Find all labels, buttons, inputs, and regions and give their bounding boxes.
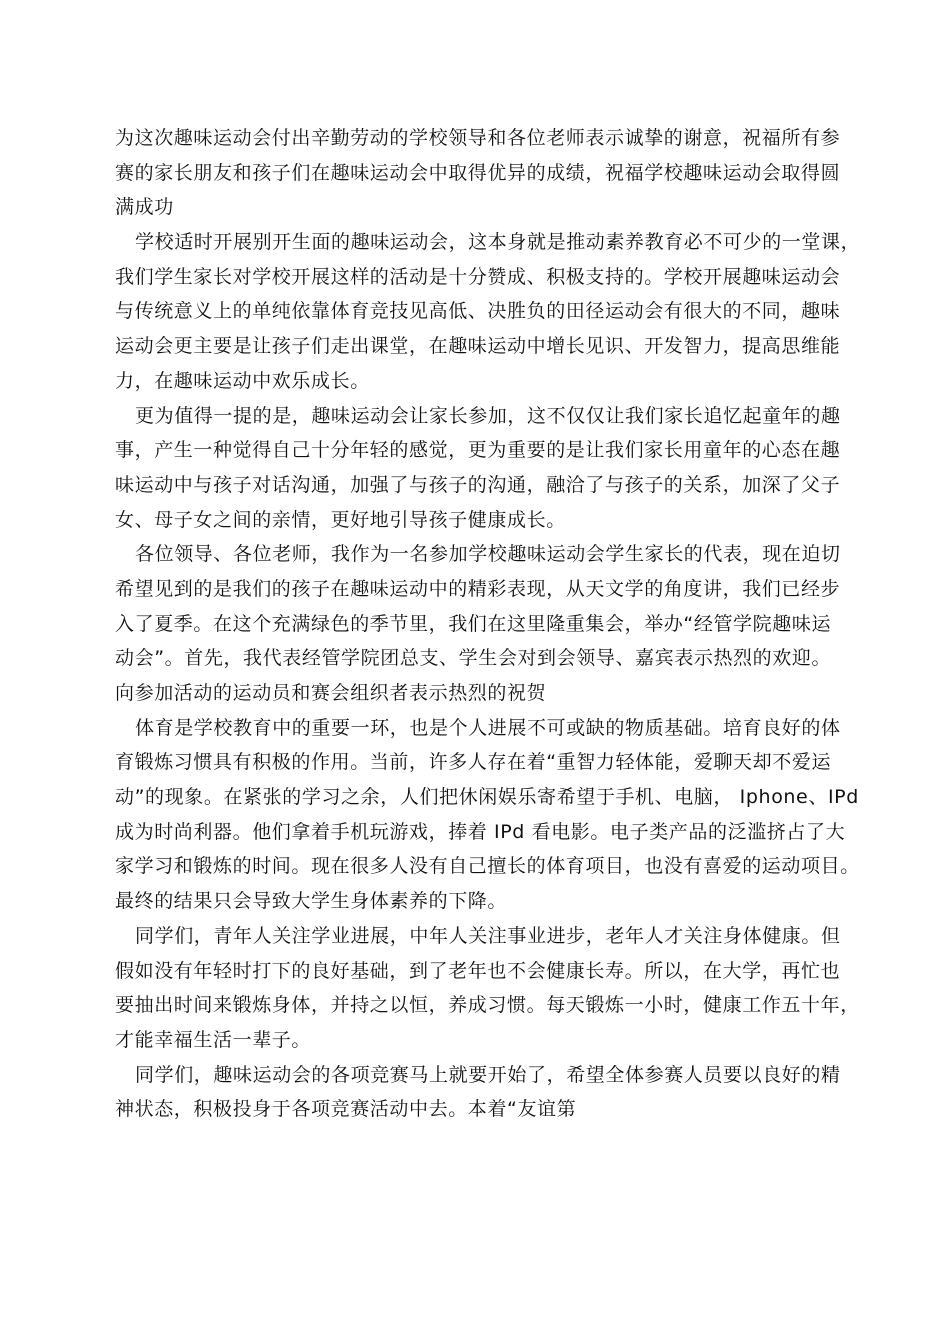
text-line: 与传统意义上的单纯依靠体育竞技见高低、决胜负的田径运动会有很大的不同，趣味 [115, 300, 841, 323]
text-line: 味运动中与孩子对话沟通，加强了与孩子的沟通，融洽了与孩子的关系，加深了父子 [115, 473, 841, 496]
text-line: 女、母子女之间的亲情，更好地引导孩子健康成长。 [115, 508, 566, 531]
text-line: 体育是学校教育中的重要一环，也是个人进展不可或缺的物质基础。培育良好的体 [135, 716, 841, 739]
text-line: 学校适时开展别开生面的趣味运动会，这本身就是推动素养教育必不可少的一堂课， [135, 231, 861, 254]
text-line: 希望见到的是我们的孩子在趣味运动中的精彩表现，从天文学的角度讲，我们已经步 [115, 577, 841, 600]
text-line: 同学们，青年人关注学业进展，中年人关注事业进步，老年人才关注身体健康。但 [135, 924, 841, 947]
text-line: 最终的结果只会导致大学生身体素养的下降。 [115, 890, 508, 913]
text-line: 才能幸福生活一辈子。 [115, 1028, 312, 1051]
text-line: 成为时尚利器。他们拿着手机玩游戏，捧着 IPd 看电影。电子类产品的泛滥挤占了大 [115, 820, 846, 843]
text-line: 家学习和锻炼的时间。现在很多人没有自己擅长的体育项目，也没有喜爱的运动项目。 [115, 855, 860, 878]
text-line: 力，在趣味运动中欢乐成长。 [115, 369, 370, 392]
text-line: 育锻炼习惯具有积极的作用。当前，许多人存在着“重智力轻体能，爱聊天却不爱运 [115, 751, 832, 774]
text-line: 向参加活动的运动员和赛会组织者表示热烈的祝贺 [115, 682, 547, 704]
text-line: 事，产生一种觉得自己十分年轻的感觉，更为重要的是让我们家长用童年的心态在趣 [115, 439, 841, 462]
text-line: 运动会更主要是让孩子们走出课堂，在趣味运动中增长见识、开发智力，提高思维能 [115, 335, 841, 358]
text-line: 我们学生家长对学校开展这样的活动是十分赞成、积极支持的。学校开展趣味运动会 [115, 265, 841, 288]
text-line: 各位领导、各位老师，我作为一名参加学校趣味运动会学生家长的代表，现在迫切 [135, 543, 841, 566]
text-line: 动”的现象。在紧张的学习之余，人们把休闲娱乐寄希望于手机、电脑， Iphone、IPd [115, 786, 859, 809]
text-line: 假如没有年轻时打下的良好基础，到了老年也不会健康长寿。所以，在大学，再忙也 [115, 959, 841, 982]
text-line: 更为值得一提的是，趣味运动会让家长参加，这不仅仅让我们家长追忆起童年的趣 [135, 404, 841, 427]
text-line: 动会”。首先，我代表经管学院团总支、学生会对到会领导、嘉宾表示热烈的欢迎。 [115, 647, 832, 670]
text-line: 同学们，趣味运动会的各项竞赛马上就要开始了，希望全体参赛人员要以良好的精 [135, 1063, 841, 1086]
text-line: 入了夏季。在这个充满绿色的季节里，我们在这里隆重集会，举办“经管学院趣味运 [115, 612, 832, 635]
text-line: 赛的家长朋友和孩子们在趣味运动会中取得优异的成绩，祝福学校趣味运动会取得圆 [115, 161, 841, 184]
document-body [115, 121, 861, 1127]
text-line: 要抽出时间来锻炼身体，并持之以恒，养成习惯。每天锻炼一小时，健康工作五十年， [115, 994, 860, 1017]
text-line: 满成功 [115, 196, 174, 219]
text-line: 为这次趣味运动会付出辛勤劳动的学校领导和各位老师表示诚挚的谢意，祝福所有参 [115, 127, 841, 149]
text-line: 神状态，积极投身于各项竞赛活动中去。本着“友谊第 [115, 1098, 577, 1121]
